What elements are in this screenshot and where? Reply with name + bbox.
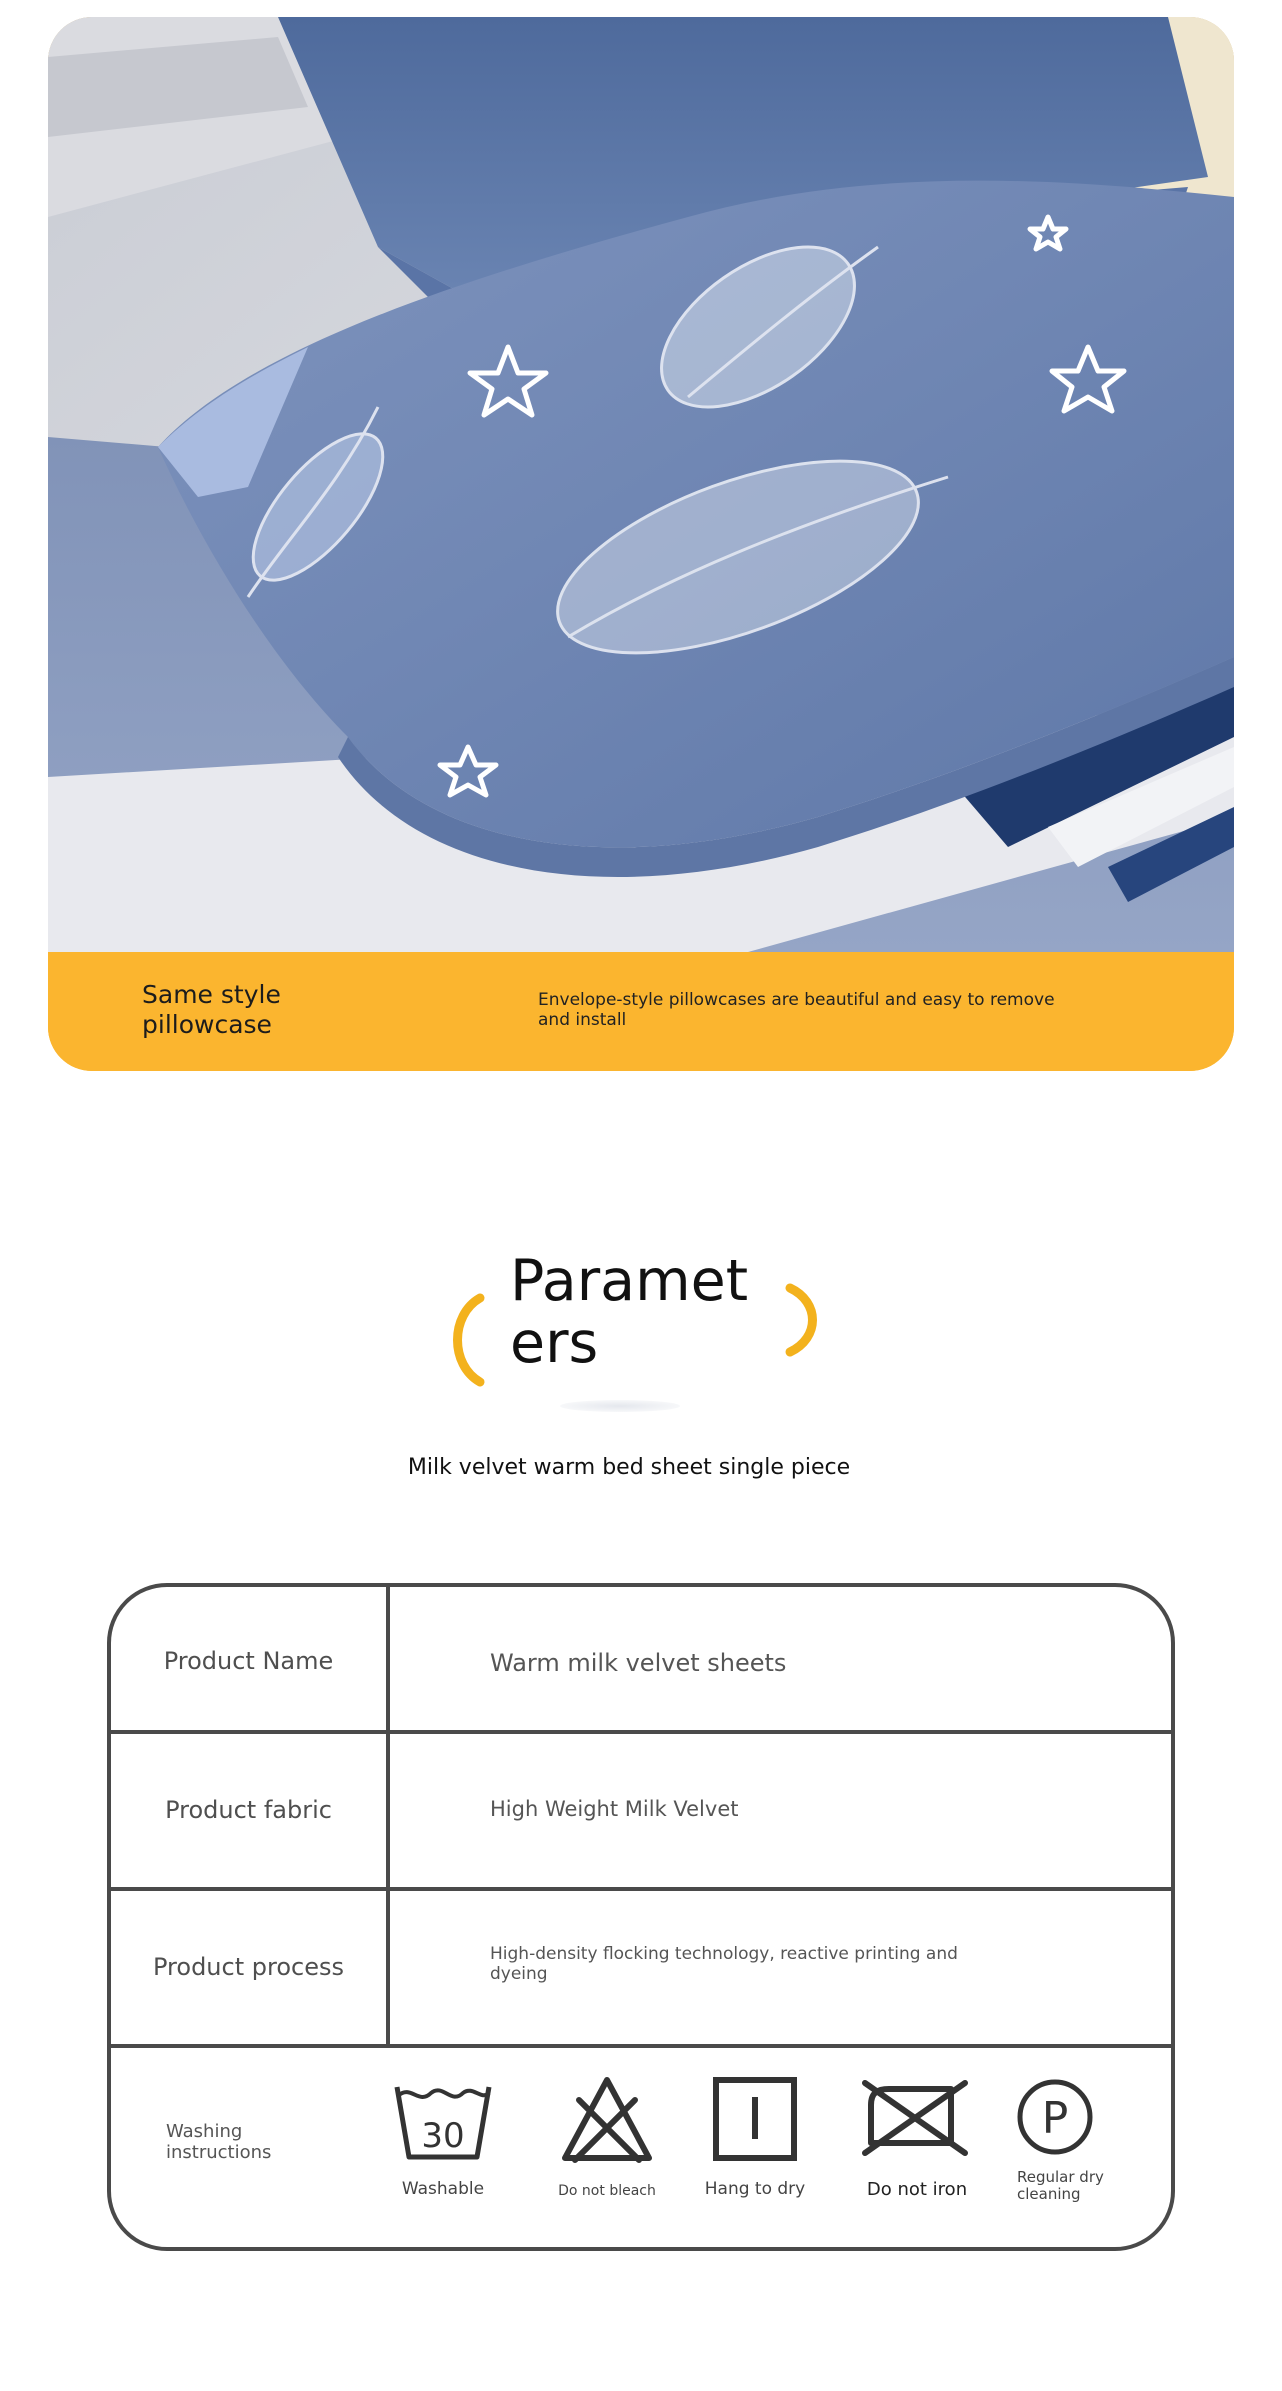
pillowcase-info-band: [48, 952, 1234, 1071]
parameters-heading: [440, 1250, 840, 1420]
row-divider: [111, 1730, 1171, 1734]
caption-regular-dry-cleaning: Regular dry cleaning: [1017, 2168, 1104, 2203]
dry-clean-letter: P: [1041, 2093, 1069, 2144]
dry-clean-p-icon: [1015, 2077, 1095, 2157]
product-photo-card: [48, 17, 1234, 1071]
washing-instructions-label: Washing instructions: [166, 2121, 272, 2163]
row-label-product-process: Product process: [153, 1953, 344, 1981]
column-divider: [386, 1587, 390, 2048]
row-divider: [111, 2044, 1171, 2048]
page-title: Parameters: [510, 1248, 749, 1376]
row-value-product-process: High-density flocking technology, reactive printing and dyeing: [490, 1944, 958, 1984]
no-iron-icon: [859, 2077, 971, 2159]
right-bracket-icon: [780, 1280, 830, 1360]
hang-dry-icon: [711, 2075, 799, 2163]
caption-washable: Washable: [401, 2179, 485, 2199]
band-title: Same style pillowcase: [142, 980, 281, 1039]
caption-hang-to-dry: Hang to dry: [704, 2179, 806, 2199]
wash-temperature: 30: [421, 2116, 465, 2156]
pillowcase-photo: [48, 17, 1234, 952]
left-bracket-icon: [440, 1290, 490, 1390]
heading-glow: [560, 1400, 680, 1412]
row-value-product-name: Warm milk velvet sheets: [490, 1649, 787, 1677]
row-label-product-fabric: Product fabric: [165, 1796, 332, 1824]
row-label-product-name: Product Name: [163, 1647, 334, 1675]
wash-30-icon: [391, 2077, 495, 2165]
no-bleach-icon: [559, 2074, 655, 2166]
caption-do-not-iron: Do not iron: [866, 2179, 968, 2200]
parameters-subtitle: Milk velvet warm bed sheet single piece: [407, 1455, 851, 1480]
parameters-table: [107, 1583, 1175, 2251]
caption-do-not-bleach: Do not bleach: [558, 2183, 656, 2199]
row-divider: [111, 1887, 1171, 1891]
row-value-product-fabric: High Weight Milk Velvet: [490, 1797, 739, 1821]
band-description: Envelope-style pillowcases are beautiful and easy to remove and install: [538, 990, 1055, 1030]
